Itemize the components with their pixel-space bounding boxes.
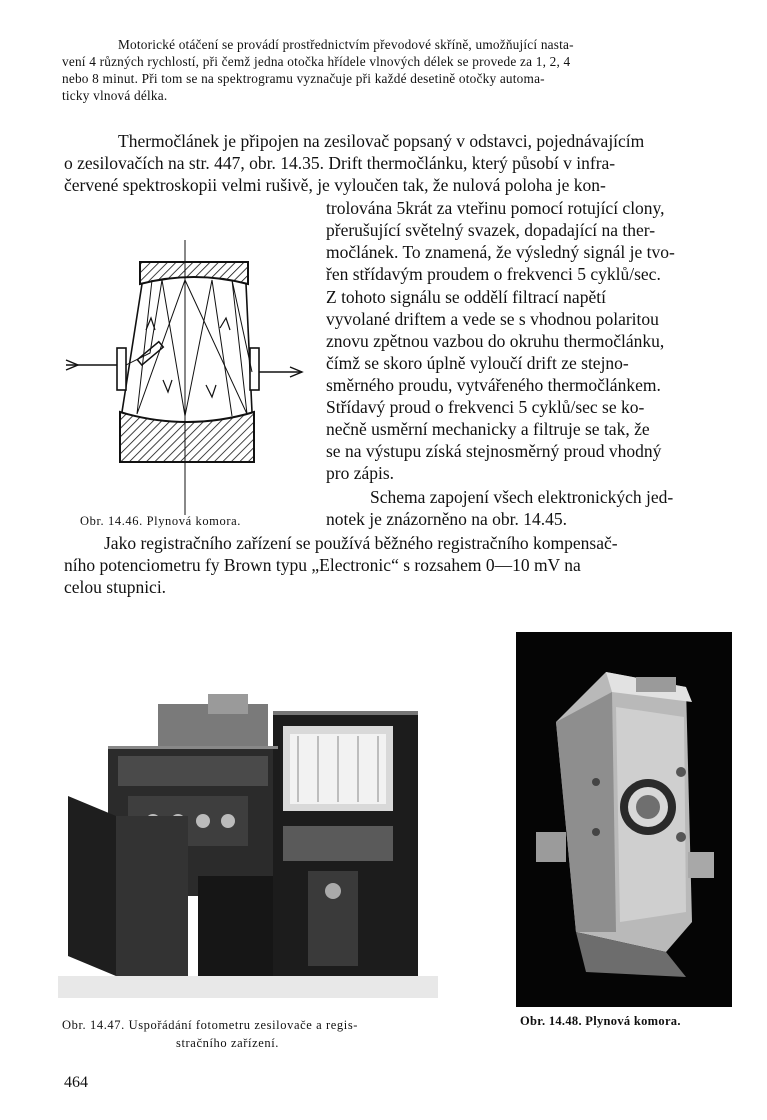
text-line: přerušující světelný svazek, dopadající na ther- — [326, 220, 656, 240]
caption-line: Obr. 14.47. Uspořádání fotometru zesilovače a regis- — [62, 1018, 359, 1032]
text-line: se na výstupu získá stejnosměrný proud vhodný — [326, 441, 662, 461]
figure-caption: Obr. 14.46. Plynová komora. — [80, 514, 241, 528]
figure-caption: Obr. 14.48. Plynová komora. — [520, 1014, 681, 1028]
text-line: Z tohoto signálu se oddělí filtrací napětí — [326, 287, 606, 307]
text-line: Thermočlánek je připojen na zesilovač popsaný v odstavci, pojednávajícím — [118, 131, 645, 151]
text-line: znovu zpětnou vazbou do okruhu thermočlánku, — [326, 331, 665, 351]
intro-line: vení 4 různých rychlostí, při čemž jedna otočka hřídele vlnových délek se provede za 1, 2, 4 — [62, 54, 571, 69]
text-line: pro zápis. — [326, 463, 395, 483]
text-line: směrného proudu, vytvářeného thermočlánkem. — [326, 375, 661, 395]
text-line: nečně usměrní mechanicky a filtruje se tak, že — [326, 419, 650, 439]
gas-cell-photo — [516, 632, 732, 1007]
text-line: ního potenciometru fy Brown typu „Electronic“ s rozsahem 0—10 mV na — [64, 555, 581, 575]
gas-cell-diagram — [62, 240, 317, 515]
intro-line: Motorické otáčení se provádí prostřednictvím převodové skříně, umožňující nasta- — [118, 37, 574, 52]
text-line: Střídavý proud o frekvenci 5 cyklů/sec se ko- — [326, 397, 645, 417]
text-line: močlánek. To znamená, že výsledný signál je tvo- — [326, 242, 675, 262]
text-line: Jako registračního zařízení se používá běžného registračního kompensač- — [104, 533, 618, 553]
text-line: notek je znázorněno na obr. 14.45. — [326, 509, 568, 529]
text-line: o zesilovačích na str. 447, obr. 14.35. Drift thermočlánku, který působí v infra- — [64, 153, 616, 173]
text-line: čímž se skoro úplně vyloučí drift ze stejno- — [326, 353, 629, 373]
text-line: řen střídavým proudem o frekvenci 5 cyklů/sec. — [326, 264, 661, 284]
text-line: vyvolané driftem a vede se s vhodnou polaritou — [326, 309, 659, 329]
text-line: červené spektroskopii velmi rušivě, je vyloučen tak, že nulová poloha je kon- — [64, 175, 606, 195]
intro-line: ticky vlnová délka. — [62, 88, 168, 103]
text-line: celou stupnici. — [64, 577, 167, 597]
page-number: 464 — [64, 1074, 88, 1091]
text-line: Schema zapojení všech elektronických jed- — [370, 487, 674, 507]
intro-line: nebo 8 minut. Při tom se na spektrogramu vyznačuje při každé desetině otočky automa- — [62, 71, 545, 86]
caption-line: stračního zařízení. — [176, 1036, 280, 1050]
text-line: trolována 5krát za vteřinu pomocí rotující clony, — [326, 198, 665, 218]
amplifier-recorder-photo — [58, 676, 438, 998]
